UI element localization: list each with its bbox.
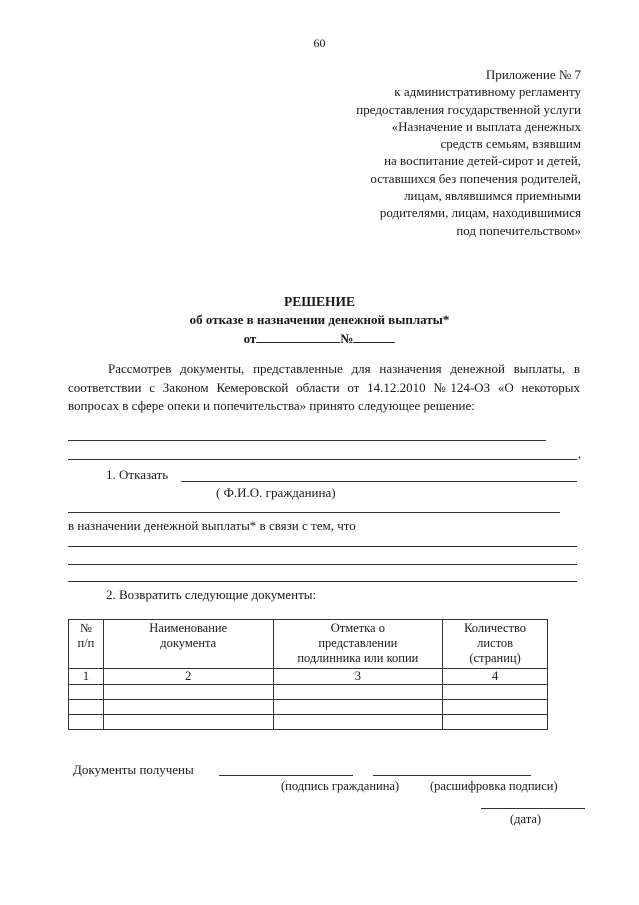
table-header-row	[69, 620, 548, 669]
table-cell	[443, 715, 548, 730]
column-header-sheets: Количество листов (страниц)	[443, 620, 548, 669]
appendix-block	[356, 66, 581, 239]
blank-line	[68, 546, 577, 547]
table-cell	[443, 700, 548, 715]
table-cell	[443, 685, 548, 700]
table-row	[69, 685, 548, 700]
document-subtitle: об отказе в назначении денежной выплаты*	[189, 312, 450, 327]
table-cell: 1	[69, 669, 104, 685]
signature-blank-line	[219, 775, 353, 776]
appendix-line: средств семьям, взявшим	[440, 136, 581, 152]
decode-blank-line	[373, 775, 531, 776]
table-cell: 2	[103, 669, 273, 685]
date-number-line	[0, 329, 639, 347]
intro-paragraph	[68, 360, 580, 416]
name-blank-line	[181, 481, 577, 482]
date-blank	[256, 329, 340, 343]
documents-table	[68, 619, 548, 730]
column-header-name: Наименование документа	[103, 620, 273, 669]
name-caption: ( Ф.И.О. гражданина)	[216, 485, 336, 500]
blank-line	[68, 581, 577, 582]
appendix-line: на воспитание детей-сирот и детей,	[384, 153, 581, 169]
appendix-line: родителями, лицам, находившимися	[379, 205, 581, 221]
table-cell	[273, 685, 443, 700]
table-cell	[273, 700, 443, 715]
table-cell	[103, 685, 273, 700]
date-caption: (дата)	[510, 812, 542, 826]
table-row	[69, 715, 548, 730]
appendix-line: предоставления государственной услуги	[356, 101, 581, 117]
appendix-line: под попечительством»	[456, 222, 581, 238]
date-blank-line	[481, 808, 585, 809]
table-cell	[273, 715, 443, 730]
table-cell	[69, 700, 104, 715]
number-label: №	[340, 331, 354, 346]
table-cell	[69, 685, 104, 700]
line-comma: ,	[578, 446, 582, 461]
table-cell	[69, 715, 104, 730]
appendix-line: Приложение № 7	[485, 67, 581, 82]
number-blank	[353, 329, 395, 343]
decode-caption: (расшифровка подписи)	[430, 779, 558, 793]
table-row	[69, 700, 548, 715]
document-title: РЕШЕНИЕ	[283, 294, 356, 309]
appendix-line: лицам, являвшимся приемными	[404, 188, 581, 204]
table-numbering-row	[69, 669, 548, 685]
appendix-line: оставшихся без попечения родителей,	[370, 170, 581, 186]
appendix-line: «Назначение и выплата денежных	[391, 118, 581, 134]
blank-line	[68, 440, 546, 441]
return-label: 2. Возвратить следующие документы:	[106, 587, 317, 602]
refuse-label: 1. Отказать	[106, 467, 169, 482]
blank-line	[68, 459, 577, 460]
column-header-mark: Отметка о представлении подлинника или копии	[273, 620, 443, 669]
signature-caption: (подпись гражданина)	[281, 779, 400, 793]
table-cell: 4	[443, 669, 548, 685]
reason-label: в назначении денежной выплаты* в связи с тем, что	[68, 518, 356, 533]
table-cell	[103, 715, 273, 730]
blank-line	[68, 564, 577, 565]
column-header-number: № п/п	[69, 620, 104, 669]
table-cell: 3	[273, 669, 443, 685]
intro-text: Рассмотрев документы, представленные для назначения денежной выплаты, в соответствии с Законом Кемеровской области от 14.12.2010 №124-ОЗ «О некоторых вопросах в сфере опеки и попечительства» принято следующее решение:	[68, 361, 580, 413]
received-label: Документы получены	[73, 762, 194, 777]
blank-line	[68, 512, 560, 513]
appendix-line: к административному регламенту	[394, 84, 581, 100]
table-cell	[103, 700, 273, 715]
page-number: 60	[313, 36, 326, 50]
from-label: от	[243, 331, 257, 346]
